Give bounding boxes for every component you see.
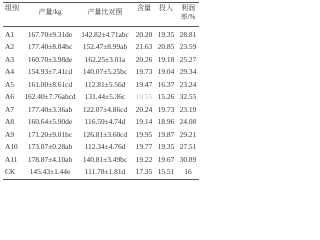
cell-input: 20.85: [157, 42, 175, 52]
table-row: [3, 41, 199, 54]
cell-input: 19.18: [157, 54, 175, 64]
table-row: [3, 116, 199, 129]
cell-yield: 173.07±0.28ab: [27, 142, 73, 152]
cell-content: 19.55: [135, 92, 153, 102]
header-cell-profit: 利润率/%: [180, 4, 196, 21]
cell-profit: 25.27: [179, 54, 197, 64]
cell-content: 19.95: [135, 129, 153, 139]
cell-profit: 23.59: [179, 42, 197, 52]
header-cell-content: 含量: [137, 4, 151, 12]
cell-group: A6: [5, 92, 15, 102]
cell-ratio: 116.59±4.74d: [84, 117, 126, 127]
cell-yield: 177.40±8.84bc: [27, 42, 73, 52]
cell-profit: 16: [184, 167, 192, 177]
cell-input: 15.26: [157, 92, 175, 102]
cell-content: 19.22: [135, 154, 153, 164]
cell-group: A5: [5, 79, 15, 89]
cell-ratio: 131.44±5.36c: [84, 92, 126, 102]
cell-input: 19.04: [157, 67, 175, 77]
cell-yield: 177.40±3.36ab: [27, 104, 73, 114]
cell-profit: 32.55: [179, 92, 197, 102]
table-body: [3, 28, 199, 178]
header-cell-group: 组别: [5, 4, 19, 12]
header-cell-ratio: 产量比对照: [87, 8, 123, 16]
cell-profit: 29.21: [179, 129, 197, 139]
table-row: [3, 141, 199, 154]
table-row: [3, 91, 199, 104]
cell-input: 16.37: [157, 79, 175, 89]
cell-ratio: 126.81±3.60cd: [82, 129, 128, 139]
table-row: [3, 78, 199, 91]
cell-content: 20.20: [135, 29, 153, 39]
cell-group: A4: [5, 67, 15, 77]
cell-yield: 178.87±4.10ab: [27, 154, 73, 164]
top-rule: [3, 2, 199, 3]
cell-yield: 171.20±9.01bc: [27, 129, 73, 139]
cell-group: A10: [5, 142, 18, 152]
cell-group: A1: [5, 29, 15, 39]
cell-profit: 27.51: [179, 142, 197, 152]
cell-input: 19.35: [157, 29, 175, 39]
cell-ratio: 142.82±4.71abc: [81, 29, 129, 39]
cell-content: 19.77: [135, 142, 153, 152]
cell-yield: 167.70±9.31de: [27, 29, 73, 39]
cell-profit: 28.81: [179, 29, 197, 39]
header-rule: [3, 26, 199, 27]
cell-input: 18.96: [157, 117, 175, 127]
cell-input: 19.73: [157, 104, 175, 114]
cell-yield: 160.70±3.98de: [27, 54, 73, 64]
cell-content: 21.63: [135, 42, 153, 52]
cell-ratio: 152.47±8.99ab: [82, 42, 128, 52]
table-row: [3, 153, 199, 166]
cell-input: 19.87: [157, 129, 175, 139]
table-row: [3, 103, 199, 116]
cell-yield: 145.43±1.44e: [29, 167, 71, 177]
cell-profit: 23.24: [179, 79, 197, 89]
cell-ratio: 140.07±5.25bc: [82, 67, 128, 77]
cell-content: 19.73: [135, 67, 153, 77]
cell-content: 19.14: [135, 117, 153, 127]
cell-profit: 23.19: [179, 104, 197, 114]
cell-ratio: 122.07±4.86cd: [82, 104, 128, 114]
cell-content: 20.26: [135, 54, 153, 64]
cell-group: A2: [5, 42, 15, 52]
cell-ratio: 111.78±1.81d: [84, 167, 126, 177]
header-cell-yield: 产量/kg: [38, 8, 62, 16]
cell-ratio: 112.81±5.56d: [84, 79, 126, 89]
table-row: [3, 28, 199, 41]
cell-ratio: 140.81±3.49bc: [82, 154, 128, 164]
cell-group: A3: [5, 54, 15, 64]
cell-input: 19.67: [157, 154, 175, 164]
cell-yield: 154.93±7.41cd: [27, 67, 73, 77]
cell-input: 15.51: [157, 167, 175, 177]
cell-profit: 30.89: [179, 154, 197, 164]
cell-group: A9: [5, 129, 15, 139]
cell-content: 19.47: [135, 79, 153, 89]
table-row: [3, 166, 199, 179]
cell-ratio: 162.25±3.01a: [84, 54, 126, 64]
cell-profit: 29.34: [179, 67, 197, 77]
table-row: [3, 53, 199, 66]
cell-profit: 24.08: [179, 117, 197, 127]
cell-group: CK: [5, 167, 16, 177]
cell-group: A8: [5, 117, 15, 127]
table-row: [3, 128, 199, 141]
cell-ratio: 112.34±4.76d: [84, 142, 126, 152]
cell-yield: 160.64±5.90de: [27, 117, 73, 127]
header-cell-input: 投入: [159, 4, 173, 12]
cell-input: 19.35: [157, 142, 175, 152]
cell-content: 17.35: [135, 167, 153, 177]
cell-group: A11: [5, 154, 18, 164]
cell-content: 20.24: [135, 104, 153, 114]
cell-group: A7: [5, 104, 15, 114]
cell-yield: 161.00±8.61cd: [27, 79, 73, 89]
table-header: [3, 4, 199, 25]
cell-yield: 162.40±7.76abcd: [24, 92, 76, 102]
bottom-rule: [3, 179, 199, 180]
table-row: [3, 66, 199, 79]
